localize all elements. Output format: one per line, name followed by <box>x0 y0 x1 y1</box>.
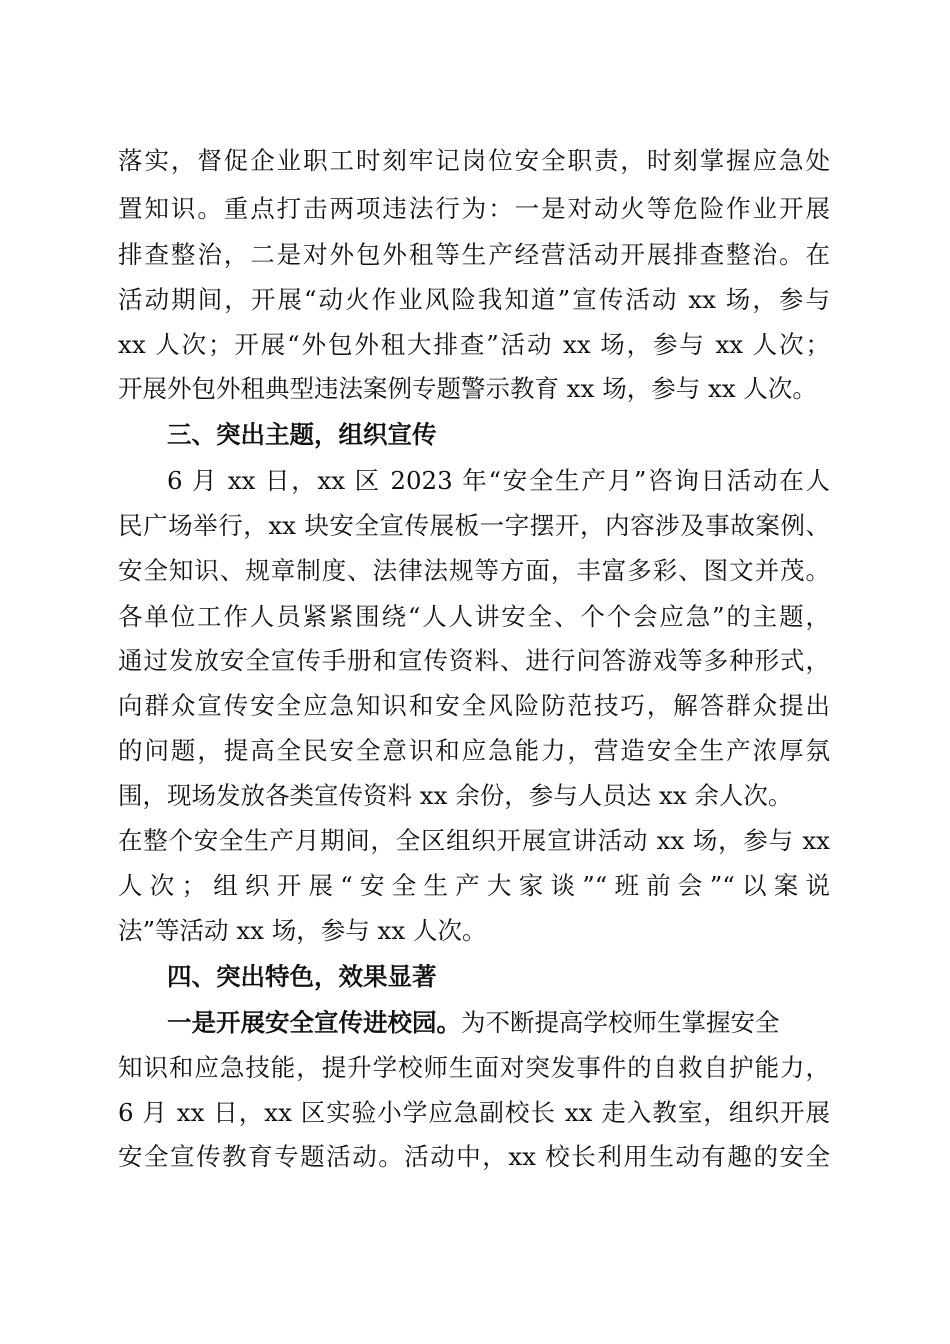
paragraph-line: 安全宣传教育专题活动。活动中，xx 校长利用生动有趣的安全 <box>118 1142 830 1171</box>
paragraph-line: 知识和应急技能，提升学校师生面对突发事件的自救自护能力， <box>118 1053 830 1082</box>
paragraph-line: 通过发放安全宣传手册和宣传资料、进行问答游戏等多种形式， <box>118 646 830 675</box>
paragraph-line: 活动期间，开展“动火作业风险我知道”宣传活动 xx 场，参与 <box>118 285 830 314</box>
paragraph-line: xx 人次；开展“外包外租大排查”活动 xx 场，参与 xx 人次； <box>118 330 830 359</box>
paragraph-text: 为不断提高学校师生掌握安全 <box>461 1008 780 1037</box>
paragraph-line: 的问题，提高全民安全意识和应急能力，营造安全生产浓厚氛 <box>118 736 830 765</box>
paragraph-line: 民广场举行，xx 块安全宣传展板一字摆开，内容涉及事故案例、 <box>118 511 830 540</box>
paragraph-line: 开展外包外租典型违法案例专题警示教育 xx 场，参与 xx 人次。 <box>118 374 817 403</box>
paragraph-line: 围，现场发放各类宣传资料 xx 余份，参与人员达 xx 余人次。 <box>118 781 793 810</box>
paragraph-line: 法”等活动 xx 场，参与 xx 人次。 <box>118 916 487 945</box>
paragraph-line: 人次；组织开展“安全生产大家谈”“班前会”“以案说 <box>118 871 830 900</box>
paragraph-line: 置知识。重点打击两项违法行为：一是对动火等危险作业开展 <box>118 194 830 223</box>
paragraph-line: 6 月 xx 日，xx 区 2023 年“安全生产月”咨询日活动在人 <box>167 466 830 495</box>
paragraph-line: 各单位工作人员紧紧围绕“人人讲安全、个个会应急”的主题， <box>118 602 830 631</box>
paragraph-line: 向群众宣传安全应急知识和安全风险防范技巧，解答群众提出 <box>118 691 830 720</box>
section-heading-3: 三、突出主题，组织宣传 <box>167 420 437 449</box>
paragraph-line: 安全知识、规章制度、法律法规等方面，丰富多彩、图文并茂。 <box>118 556 830 585</box>
section-heading-4: 四、突出特色，效果显著 <box>167 962 437 991</box>
paragraph-line: 落实，督促企业职工时刻牢记岗位安全职责，时刻掌握应急处 <box>118 146 830 175</box>
paragraph-line: 6 月 xx 日，xx 区实验小学应急副校长 xx 走入教室，组织开展 <box>118 1098 830 1127</box>
paragraph-line <box>167 1008 830 1038</box>
paragraph-line: 在整个安全生产月期间，全区组织开展宣讲活动 xx 场，参与 xx <box>118 826 830 855</box>
paragraph-lead-bold: 一是开展安全宣传进校园。 <box>167 1008 461 1037</box>
paragraph-line: 排查整治，二是对外包外租等生产经营活动开展排查整治。在 <box>118 240 830 269</box>
